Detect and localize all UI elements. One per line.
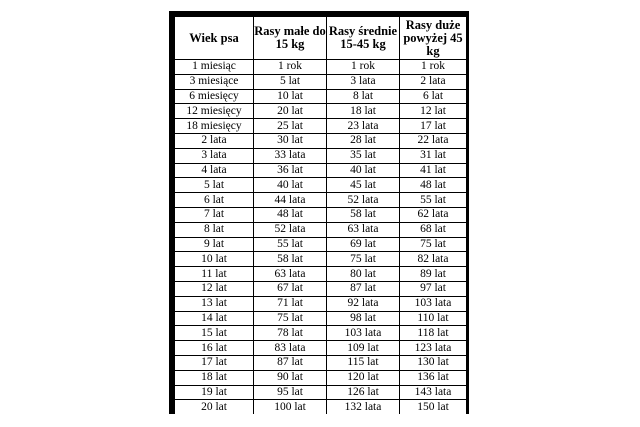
cell-medium-breed-age: 103 lata (327, 326, 400, 341)
table-row (175, 222, 467, 237)
cell-medium-breed-age: 28 lat (327, 133, 400, 148)
cell-dog-age: 12 lat (175, 281, 254, 296)
cell-large-breed-age: 1 rok (400, 60, 467, 75)
table-row (175, 385, 467, 400)
cell-dog-age: 7 lat (175, 207, 254, 222)
cell-dog-age: 16 lat (175, 341, 254, 356)
cell-large-breed-age: 136 lat (400, 370, 467, 385)
table-row (175, 252, 467, 267)
cell-dog-age: 12 miesięcy (175, 104, 254, 119)
table-row (175, 119, 467, 134)
cell-small-breed-age: 90 lat (254, 370, 327, 385)
cell-large-breed-age: 31 lat (400, 148, 467, 163)
cell-small-breed-age: 20 lat (254, 104, 327, 119)
cell-large-breed-age: 103 lata (400, 296, 467, 311)
cell-large-breed-age: 41 lat (400, 163, 467, 178)
cell-large-breed-age: 17 lat (400, 119, 467, 134)
cell-medium-breed-age: 23 lata (327, 119, 400, 134)
cell-dog-age: 15 lat (175, 326, 254, 341)
cell-large-breed-age: 55 lat (400, 193, 467, 208)
cell-large-breed-age: 82 lata (400, 252, 467, 267)
table-container (174, 16, 466, 414)
cell-small-breed-age: 71 lat (254, 296, 327, 311)
table-row (175, 148, 467, 163)
cell-dog-age: 17 lat (175, 355, 254, 370)
cell-small-breed-age: 63 lata (254, 267, 327, 282)
table-row (175, 74, 467, 89)
cell-medium-breed-age: 35 lat (327, 148, 400, 163)
table-row (175, 355, 467, 370)
cell-dog-age: 14 lat (175, 311, 254, 326)
table-row (175, 296, 467, 311)
table-row (175, 178, 467, 193)
cell-small-breed-age: 78 lat (254, 326, 327, 341)
cell-dog-age: 18 lat (175, 370, 254, 385)
cell-large-breed-age: 48 lat (400, 178, 467, 193)
cell-large-breed-age: 118 lat (400, 326, 467, 341)
cell-dog-age: 2 lata (175, 133, 254, 148)
cell-medium-breed-age: 98 lat (327, 311, 400, 326)
cell-small-breed-age: 100 lat (254, 400, 327, 414)
cell-large-breed-age: 6 lat (400, 89, 467, 104)
header-large-breeds: Rasy duże powyżej 45 kg (400, 17, 467, 60)
cell-small-breed-age: 83 lata (254, 341, 327, 356)
cell-small-breed-age: 1 rok (254, 60, 327, 75)
cell-small-breed-age: 36 lat (254, 163, 327, 178)
cell-small-breed-age: 55 lat (254, 237, 327, 252)
cell-large-breed-age: 150 lat (400, 400, 467, 414)
cell-medium-breed-age: 109 lat (327, 341, 400, 356)
table-row (175, 326, 467, 341)
cell-large-breed-age: 89 lat (400, 267, 467, 282)
cell-dog-age: 6 lat (175, 193, 254, 208)
table-row (175, 400, 467, 414)
table-row (175, 104, 467, 119)
cell-large-breed-age: 97 lat (400, 281, 467, 296)
cell-medium-breed-age: 69 lat (327, 237, 400, 252)
cell-large-breed-age: 12 lat (400, 104, 467, 119)
table-row (175, 281, 467, 296)
cell-dog-age: 6 miesięcy (175, 89, 254, 104)
cell-large-breed-age: 75 lat (400, 237, 467, 252)
cell-medium-breed-age: 115 lat (327, 355, 400, 370)
table-row (175, 267, 467, 282)
cell-dog-age: 19 lat (175, 385, 254, 400)
cell-medium-breed-age: 92 lata (327, 296, 400, 311)
cell-dog-age: 5 lat (175, 178, 254, 193)
header-small-breeds: Rasy małe do 15 kg (254, 17, 327, 60)
cell-medium-breed-age: 63 lata (327, 222, 400, 237)
cell-dog-age: 9 lat (175, 237, 254, 252)
cell-medium-breed-age: 3 lata (327, 74, 400, 89)
cell-large-breed-age: 143 lata (400, 385, 467, 400)
cell-medium-breed-age: 80 lat (327, 267, 400, 282)
table-frame (169, 11, 469, 414)
cell-large-breed-age: 2 lata (400, 74, 467, 89)
cell-large-breed-age: 68 lat (400, 222, 467, 237)
cell-dog-age: 8 lat (175, 222, 254, 237)
cell-dog-age: 1 miesiąc (175, 60, 254, 75)
cell-dog-age: 18 miesięcy (175, 119, 254, 134)
table-row (175, 341, 467, 356)
cell-small-breed-age: 44 lata (254, 193, 327, 208)
cell-medium-breed-age: 52 lata (327, 193, 400, 208)
cell-medium-breed-age: 45 lat (327, 178, 400, 193)
cell-small-breed-age: 67 lat (254, 281, 327, 296)
cell-medium-breed-age: 87 lat (327, 281, 400, 296)
table-row (175, 60, 467, 75)
cell-large-breed-age: 110 lat (400, 311, 467, 326)
table-row (175, 193, 467, 208)
cell-medium-breed-age: 8 lat (327, 89, 400, 104)
cell-dog-age: 3 miesiące (175, 74, 254, 89)
cell-small-breed-age: 5 lat (254, 74, 327, 89)
header-medium-breeds: Rasy średnie 15-45 kg (327, 17, 400, 60)
cell-medium-breed-age: 132 lata (327, 400, 400, 414)
header-row (175, 17, 467, 60)
table-row (175, 89, 467, 104)
cell-small-breed-age: 95 lat (254, 385, 327, 400)
cell-small-breed-age: 40 lat (254, 178, 327, 193)
cell-small-breed-age: 87 lat (254, 355, 327, 370)
cell-small-breed-age: 10 lat (254, 89, 327, 104)
cell-dog-age: 13 lat (175, 296, 254, 311)
dog-age-table (174, 16, 466, 414)
table-body (175, 60, 467, 415)
cell-small-breed-age: 58 lat (254, 252, 327, 267)
cell-dog-age: 3 lata (175, 148, 254, 163)
cell-medium-breed-age: 126 lat (327, 385, 400, 400)
cell-medium-breed-age: 40 lat (327, 163, 400, 178)
cell-small-breed-age: 33 lata (254, 148, 327, 163)
cell-dog-age: 20 lat (175, 400, 254, 414)
table-row (175, 311, 467, 326)
table-row (175, 163, 467, 178)
table-row (175, 133, 467, 148)
cell-dog-age: 11 lat (175, 267, 254, 282)
cell-medium-breed-age: 120 lat (327, 370, 400, 385)
cell-medium-breed-age: 75 lat (327, 252, 400, 267)
cell-dog-age: 10 lat (175, 252, 254, 267)
cell-large-breed-age: 123 lata (400, 341, 467, 356)
cell-medium-breed-age: 1 rok (327, 60, 400, 75)
cell-dog-age: 4 lata (175, 163, 254, 178)
table-row (175, 370, 467, 385)
cell-small-breed-age: 52 lata (254, 222, 327, 237)
cell-small-breed-age: 30 lat (254, 133, 327, 148)
cell-small-breed-age: 48 lat (254, 207, 327, 222)
table-row (175, 237, 467, 252)
cell-small-breed-age: 25 lat (254, 119, 327, 134)
header-dog-age: Wiek psa (175, 17, 254, 60)
cell-large-breed-age: 130 lat (400, 355, 467, 370)
cell-small-breed-age: 75 lat (254, 311, 327, 326)
cell-medium-breed-age: 18 lat (327, 104, 400, 119)
cell-large-breed-age: 62 lata (400, 207, 467, 222)
cell-medium-breed-age: 58 lat (327, 207, 400, 222)
cell-large-breed-age: 22 lata (400, 133, 467, 148)
table-row (175, 207, 467, 222)
